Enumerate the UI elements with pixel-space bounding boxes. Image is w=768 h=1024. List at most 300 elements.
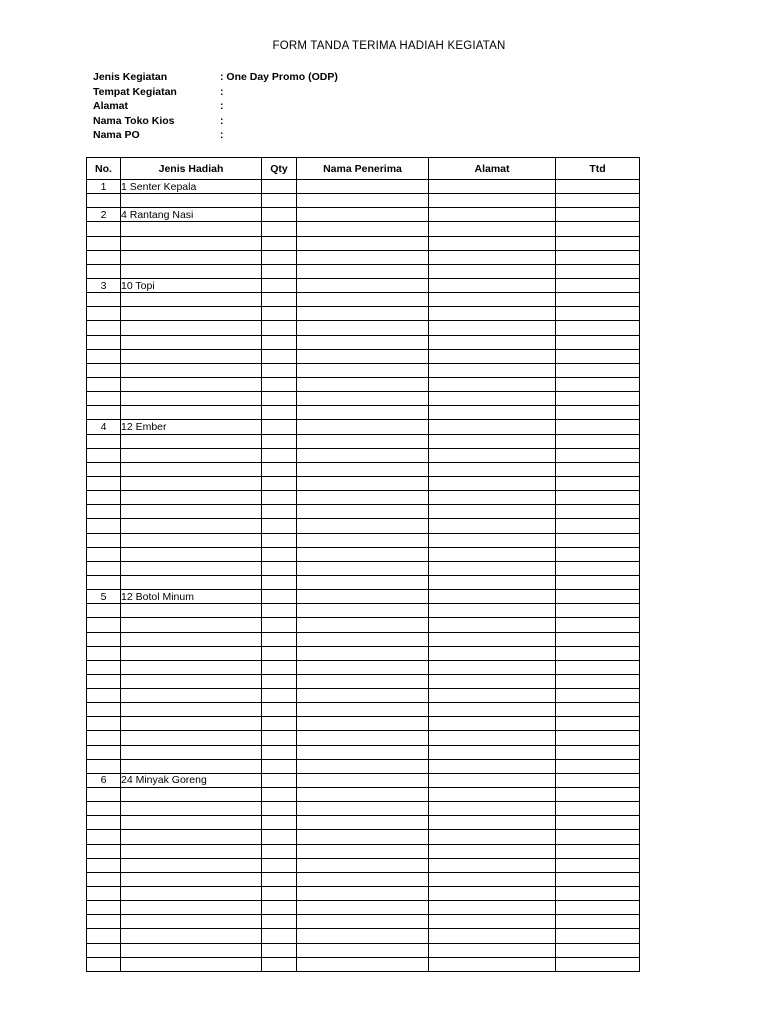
cell-nama-penerima[interactable] [297,830,429,844]
cell-nama-penerima[interactable] [297,208,429,222]
cell-jenis-hadiah: 24 Minyak Goreng [121,773,262,787]
cell-nama-penerima[interactable] [297,278,429,292]
cell-alamat[interactable] [429,533,556,547]
cell-qty[interactable] [262,194,297,208]
cell-nama-penerima[interactable] [297,745,429,759]
cell-ttd[interactable] [556,830,640,844]
cell-alamat[interactable] [429,717,556,731]
cell-ttd[interactable] [556,788,640,802]
cell-jenis-hadiah [121,887,262,901]
cell-qty[interactable] [262,674,297,688]
cell-ttd[interactable] [556,703,640,717]
cell-alamat[interactable] [429,660,556,674]
cell-alamat[interactable] [429,307,556,321]
cell-qty[interactable] [262,236,297,250]
cell-alamat[interactable] [429,321,556,335]
cell-qty[interactable] [262,618,297,632]
table-header-row [87,158,640,180]
cell-ttd[interactable] [556,957,640,971]
cell-alamat[interactable] [429,830,556,844]
cell-ttd[interactable] [556,363,640,377]
cell-no [87,491,121,505]
cell-alamat[interactable] [429,802,556,816]
cell-ttd[interactable] [556,462,640,476]
cell-ttd[interactable] [556,674,640,688]
column-header-alamat: Alamat [429,158,556,180]
cell-ttd[interactable] [556,660,640,674]
cell-qty[interactable] [262,377,297,391]
cell-qty[interactable] [262,533,297,547]
info-label: Alamat [93,100,129,113]
cell-ttd[interactable] [556,236,640,250]
cell-jenis-hadiah [121,476,262,490]
cell-qty[interactable] [262,660,297,674]
cell-alamat[interactable] [429,335,556,349]
cell-alamat[interactable] [429,264,556,278]
cell-ttd[interactable] [556,406,640,420]
cell-nama-penerima[interactable] [297,335,429,349]
cell-qty[interactable] [262,321,297,335]
cell-nama-penerima[interactable] [297,349,429,363]
cell-nama-penerima[interactable] [297,420,429,434]
cell-qty[interactable] [262,759,297,773]
cell-qty[interactable] [262,491,297,505]
cell-qty[interactable] [262,476,297,490]
cell-no [87,604,121,618]
cell-alamat[interactable] [429,773,556,787]
cell-qty[interactable] [262,561,297,575]
cell-no [87,703,121,717]
cell-ttd[interactable] [556,575,640,589]
cell-qty[interactable] [262,689,297,703]
info-row-nama-po [93,128,338,143]
cell-qty[interactable] [262,547,297,561]
cell-no [87,915,121,929]
cell-alamat[interactable] [429,689,556,703]
cell-alamat[interactable] [429,448,556,462]
cell-jenis-hadiah [121,250,262,264]
cell-qty[interactable] [262,872,297,886]
cell-no [87,448,121,462]
cell-alamat[interactable] [429,745,556,759]
cell-nama-penerima[interactable] [297,533,429,547]
cell-nama-penerima[interactable] [297,222,429,236]
cell-qty[interactable] [262,505,297,519]
cell-nama-penerima[interactable] [297,731,429,745]
cell-ttd[interactable] [556,264,640,278]
cell-jenis-hadiah [121,349,262,363]
cell-qty[interactable] [262,278,297,292]
cell-nama-penerima[interactable] [297,929,429,943]
cell-jenis-hadiah [121,575,262,589]
cell-qty[interactable] [262,717,297,731]
cell-ttd[interactable] [556,547,640,561]
cell-ttd[interactable] [556,434,640,448]
cell-nama-penerima[interactable] [297,264,429,278]
cell-qty[interactable] [262,392,297,406]
cell-qty[interactable] [262,222,297,236]
cell-alamat[interactable] [429,901,556,915]
cell-ttd[interactable] [556,731,640,745]
info-value: : [220,114,224,127]
cell-nama-penerima[interactable] [297,505,429,519]
cell-alamat[interactable] [429,420,556,434]
cell-nama-penerima[interactable] [297,406,429,420]
table-row [87,321,640,335]
cell-qty[interactable] [262,915,297,929]
cell-qty[interactable] [262,929,297,943]
cell-alamat[interactable] [429,278,556,292]
cell-qty[interactable] [262,519,297,533]
cell-alamat[interactable] [429,236,556,250]
cell-alamat[interactable] [429,943,556,957]
info-row-jenis-kegiatan [93,70,338,85]
cell-alamat[interactable] [429,674,556,688]
table-row [87,307,640,321]
cell-no [87,788,121,802]
cell-ttd[interactable] [556,377,640,391]
cell-qty[interactable] [262,434,297,448]
cell-ttd[interactable] [556,646,640,660]
cell-jenis-hadiah [121,491,262,505]
table-row [87,264,640,278]
cell-alamat[interactable] [429,222,556,236]
cell-nama-penerima[interactable] [297,590,429,604]
cell-jenis-hadiah [121,674,262,688]
cell-no [87,943,121,957]
cell-ttd[interactable] [556,561,640,575]
cell-jenis-hadiah [121,929,262,943]
cell-alamat[interactable] [429,887,556,901]
cell-alamat[interactable] [429,434,556,448]
cell-ttd[interactable] [556,915,640,929]
cell-ttd[interactable] [556,816,640,830]
cell-alamat[interactable] [429,505,556,519]
column-header-no: No. [87,158,121,180]
cell-nama-penerima[interactable] [297,434,429,448]
cell-alamat[interactable] [429,844,556,858]
cell-alamat[interactable] [429,293,556,307]
cell-qty[interactable] [262,788,297,802]
cell-nama-penerima[interactable] [297,476,429,490]
cell-jenis-hadiah [121,858,262,872]
cell-qty[interactable] [262,731,297,745]
table-row [87,533,640,547]
cell-no [87,872,121,886]
cell-nama-penerima[interactable] [297,901,429,915]
cell-ttd[interactable] [556,590,640,604]
cell-alamat[interactable] [429,476,556,490]
cell-qty[interactable] [262,264,297,278]
cell-alamat[interactable] [429,180,556,194]
cell-no [87,632,121,646]
cell-alamat[interactable] [429,406,556,420]
cell-nama-penerima[interactable] [297,703,429,717]
cell-ttd[interactable] [556,208,640,222]
cell-ttd[interactable] [556,943,640,957]
cell-qty[interactable] [262,349,297,363]
cell-no: 1 [87,180,121,194]
cell-ttd[interactable] [556,420,640,434]
cell-jenis-hadiah [121,321,262,335]
cell-ttd[interactable] [556,222,640,236]
info-row-alamat [93,99,338,114]
cell-qty[interactable] [262,703,297,717]
cell-alamat[interactable] [429,618,556,632]
cell-alamat[interactable] [429,816,556,830]
cell-ttd[interactable] [556,604,640,618]
cell-alamat[interactable] [429,547,556,561]
cell-nama-penerima[interactable] [297,547,429,561]
cell-nama-penerima[interactable] [297,363,429,377]
cell-jenis-hadiah [121,802,262,816]
cell-nama-penerima[interactable] [297,887,429,901]
cell-alamat[interactable] [429,788,556,802]
cell-ttd[interactable] [556,307,640,321]
cell-ttd[interactable] [556,321,640,335]
cell-alamat[interactable] [429,491,556,505]
cell-jenis-hadiah [121,830,262,844]
cell-nama-penerima[interactable] [297,943,429,957]
cell-jenis-hadiah [121,632,262,646]
cell-qty[interactable] [262,335,297,349]
cell-qty[interactable] [262,575,297,589]
cell-alamat[interactable] [429,957,556,971]
cell-ttd[interactable] [556,491,640,505]
cell-nama-penerima[interactable] [297,462,429,476]
cell-qty[interactable] [262,293,297,307]
cell-alamat[interactable] [429,575,556,589]
cell-nama-penerima[interactable] [297,816,429,830]
cell-no [87,887,121,901]
cell-nama-penerima[interactable] [297,236,429,250]
cell-nama-penerima[interactable] [297,660,429,674]
table-row [87,759,640,773]
cell-alamat[interactable] [429,858,556,872]
cell-qty[interactable] [262,180,297,194]
cell-alamat[interactable] [429,349,556,363]
cell-nama-penerima[interactable] [297,802,429,816]
cell-ttd[interactable] [556,278,640,292]
cell-nama-penerima[interactable] [297,321,429,335]
table-row [87,717,640,731]
cell-nama-penerima[interactable] [297,194,429,208]
table-row [87,646,640,660]
cell-ttd[interactable] [556,632,640,646]
cell-ttd[interactable] [556,689,640,703]
cell-jenis-hadiah [121,689,262,703]
table-row [87,222,640,236]
table-row [87,491,640,505]
cell-no [87,236,121,250]
cell-jenis-hadiah [121,844,262,858]
cell-qty[interactable] [262,745,297,759]
cell-ttd[interactable] [556,929,640,943]
cell-ttd[interactable] [556,505,640,519]
cell-no [87,462,121,476]
table-row [87,872,640,886]
cell-ttd[interactable] [556,349,640,363]
cell-nama-penerima[interactable] [297,674,429,688]
cell-nama-penerima[interactable] [297,858,429,872]
cell-jenis-hadiah [121,307,262,321]
cell-nama-penerima[interactable] [297,250,429,264]
cell-ttd[interactable] [556,533,640,547]
cell-nama-penerima[interactable] [297,293,429,307]
cell-alamat[interactable] [429,915,556,929]
cell-qty[interactable] [262,802,297,816]
cell-nama-penerima[interactable] [297,717,429,731]
table-row [87,236,640,250]
cell-alamat[interactable] [429,759,556,773]
cell-ttd[interactable] [556,392,640,406]
cell-qty[interactable] [262,307,297,321]
cell-qty[interactable] [262,830,297,844]
cell-qty[interactable] [262,844,297,858]
cell-qty[interactable] [262,462,297,476]
cell-nama-penerima[interactable] [297,575,429,589]
cell-alamat[interactable] [429,519,556,533]
cell-nama-penerima[interactable] [297,392,429,406]
cell-nama-penerima[interactable] [297,180,429,194]
cell-alamat[interactable] [429,604,556,618]
cell-ttd[interactable] [556,618,640,632]
cell-qty[interactable] [262,858,297,872]
cell-jenis-hadiah [121,618,262,632]
cell-nama-penerima[interactable] [297,618,429,632]
cell-jenis-hadiah [121,717,262,731]
cell-alamat[interactable] [429,462,556,476]
cell-nama-penerima[interactable] [297,872,429,886]
cell-nama-penerima[interactable] [297,491,429,505]
cell-alamat[interactable] [429,646,556,660]
cell-ttd[interactable] [556,293,640,307]
cell-nama-penerima[interactable] [297,788,429,802]
table-row [87,250,640,264]
cell-qty[interactable] [262,420,297,434]
table-row [87,887,640,901]
cell-ttd[interactable] [556,335,640,349]
cell-qty[interactable] [262,363,297,377]
cell-nama-penerima[interactable] [297,448,429,462]
cell-jenis-hadiah [121,957,262,971]
cell-ttd[interactable] [556,844,640,858]
cell-alamat[interactable] [429,194,556,208]
cell-nama-penerima[interactable] [297,915,429,929]
cell-no [87,646,121,660]
cell-qty[interactable] [262,590,297,604]
cell-no [87,434,121,448]
cell-alamat[interactable] [429,561,556,575]
cell-ttd[interactable] [556,476,640,490]
cell-qty[interactable] [262,887,297,901]
cell-nama-penerima[interactable] [297,844,429,858]
cell-qty[interactable] [262,816,297,830]
cell-alamat[interactable] [429,632,556,646]
table-row [87,434,640,448]
cell-jenis-hadiah [121,745,262,759]
cell-nama-penerima[interactable] [297,604,429,618]
cell-ttd[interactable] [556,858,640,872]
cell-jenis-hadiah [121,434,262,448]
cell-qty[interactable] [262,773,297,787]
cell-nama-penerima[interactable] [297,632,429,646]
cell-ttd[interactable] [556,194,640,208]
cell-ttd[interactable] [556,745,640,759]
cell-nama-penerima[interactable] [297,377,429,391]
cell-ttd[interactable] [556,717,640,731]
table-row [87,561,640,575]
table-row [87,802,640,816]
cell-alamat[interactable] [429,872,556,886]
cell-ttd[interactable] [556,901,640,915]
cell-qty[interactable] [262,208,297,222]
cell-alamat[interactable] [429,392,556,406]
cell-nama-penerima[interactable] [297,773,429,787]
cell-ttd[interactable] [556,802,640,816]
cell-ttd[interactable] [556,180,640,194]
cell-jenis-hadiah [121,816,262,830]
cell-alamat[interactable] [429,363,556,377]
cell-ttd[interactable] [556,872,640,886]
cell-nama-penerima[interactable] [297,519,429,533]
table-row [87,618,640,632]
cell-alamat[interactable] [429,377,556,391]
cell-alamat[interactable] [429,590,556,604]
cell-no [87,476,121,490]
cell-jenis-hadiah [121,377,262,391]
table-row [87,505,640,519]
cell-qty[interactable] [262,406,297,420]
cell-alamat[interactable] [429,250,556,264]
cell-alamat[interactable] [429,208,556,222]
cell-qty[interactable] [262,943,297,957]
cell-nama-penerima[interactable] [297,759,429,773]
cell-ttd[interactable] [556,887,640,901]
cell-qty[interactable] [262,901,297,915]
cell-jenis-hadiah [121,222,262,236]
cell-nama-penerima[interactable] [297,957,429,971]
table-row [87,278,640,292]
cell-no [87,689,121,703]
cell-nama-penerima[interactable] [297,307,429,321]
cell-qty[interactable] [262,957,297,971]
cell-ttd[interactable] [556,759,640,773]
table-row [87,689,640,703]
cell-ttd[interactable] [556,448,640,462]
column-header-ttd: Ttd [556,158,640,180]
cell-nama-penerima[interactable] [297,646,429,660]
cell-no [87,547,121,561]
cell-qty[interactable] [262,604,297,618]
cell-jenis-hadiah [121,547,262,561]
cell-qty[interactable] [262,632,297,646]
cell-ttd[interactable] [556,519,640,533]
cell-nama-penerima[interactable] [297,561,429,575]
cell-qty[interactable] [262,250,297,264]
cell-qty[interactable] [262,646,297,660]
cell-qty[interactable] [262,448,297,462]
cell-alamat[interactable] [429,703,556,717]
cell-jenis-hadiah [121,392,262,406]
cell-ttd[interactable] [556,773,640,787]
table-row [87,816,640,830]
cell-ttd[interactable] [556,250,640,264]
cell-alamat[interactable] [429,731,556,745]
cell-no [87,717,121,731]
cell-alamat[interactable] [429,929,556,943]
cell-nama-penerima[interactable] [297,689,429,703]
